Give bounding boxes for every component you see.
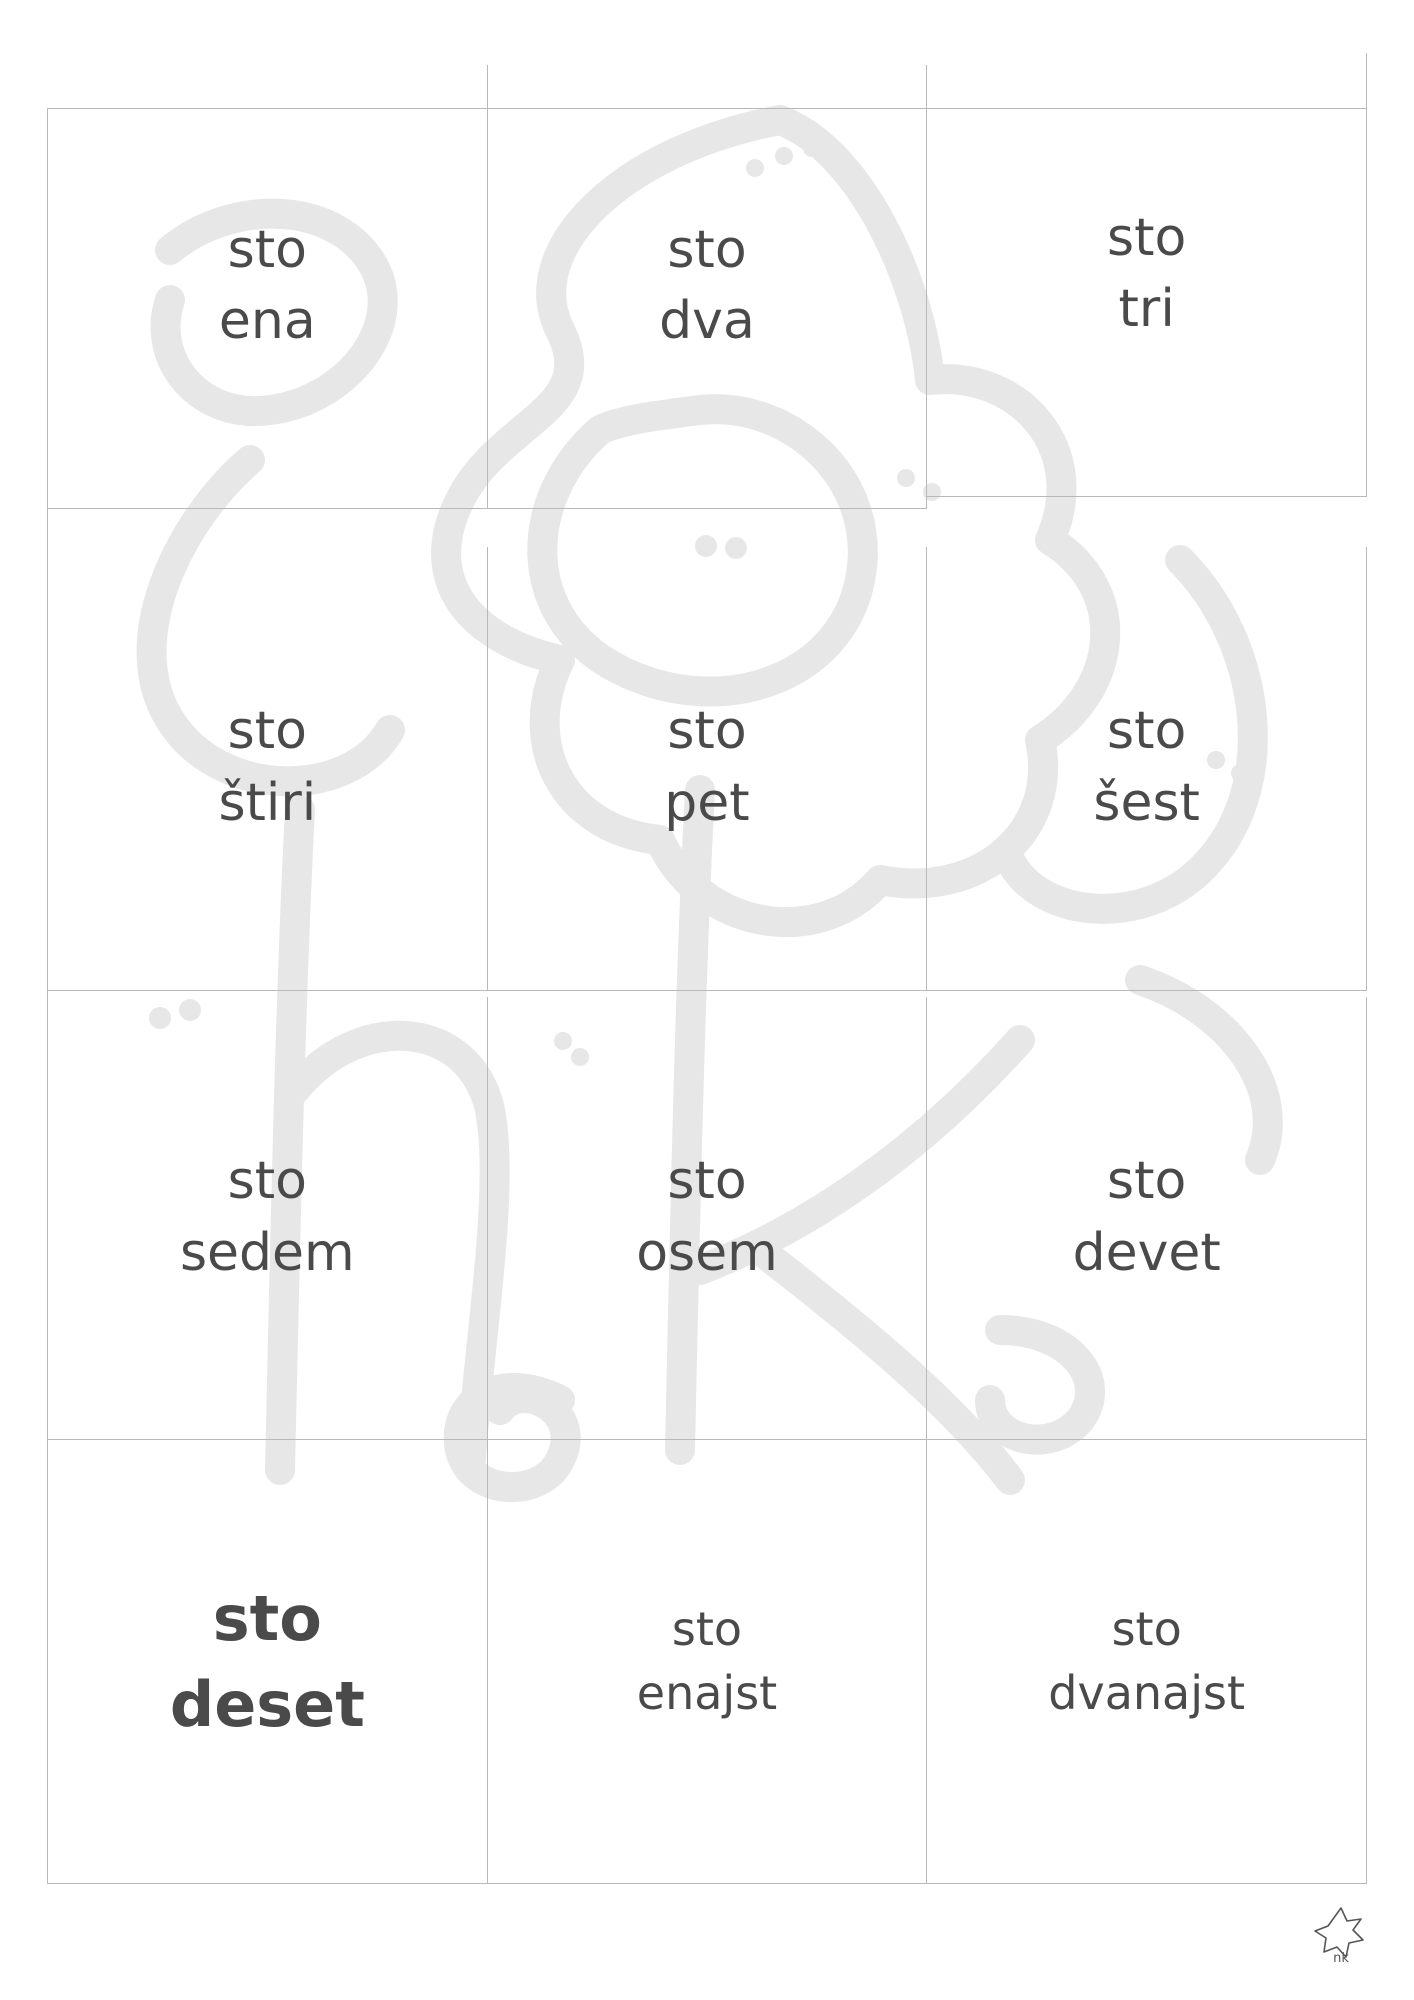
card-cell[interactable] [488, 65, 928, 509]
card-line-2: devet [1072, 1222, 1221, 1283]
logo-caption: nk [1333, 1951, 1349, 1966]
card-line-2: osem [636, 1222, 778, 1283]
card-cell[interactable] [927, 53, 1367, 497]
card-cell[interactable] [927, 997, 1367, 1441]
card-line-1: sto [667, 701, 747, 762]
card-line-2: sedem [179, 1222, 355, 1283]
cards-grid [47, 108, 1367, 1884]
card-cell[interactable] [48, 1440, 488, 1884]
card-line-2: pet [664, 773, 750, 834]
card-line-1: sto [671, 1602, 743, 1657]
card-line-1: sto [1107, 1151, 1187, 1212]
card-line-1: sto [227, 1151, 307, 1212]
card-line-2: dvanajst [1048, 1665, 1246, 1720]
card-line-2: deset [169, 1667, 365, 1741]
card-line-1: sto [227, 219, 307, 280]
card-line-1: sto [667, 1151, 747, 1212]
card-cell[interactable] [488, 997, 928, 1441]
card-line-2: enajst [636, 1665, 778, 1720]
card-cell[interactable] [488, 547, 928, 991]
card-line-1: sto [212, 1582, 322, 1656]
card-line-2: ena [218, 291, 316, 352]
card-line-2: tri [1118, 279, 1175, 340]
card-cell[interactable] [488, 1440, 928, 1884]
card-line-2: štiri [218, 773, 317, 834]
card-line-1: sto [1107, 701, 1187, 762]
card-line-1: sto [1111, 1602, 1182, 1657]
card-cell[interactable] [927, 1440, 1367, 1884]
card-line-1: sto [1107, 207, 1187, 268]
card-line-2: dva [659, 291, 755, 352]
star-flower-logo [1310, 1904, 1372, 1966]
card-line-2: šest [1093, 773, 1200, 834]
card-line-1: sto [227, 701, 307, 762]
card-cell[interactable] [927, 547, 1367, 991]
card-line-1: sto [667, 219, 747, 280]
card-cell[interactable] [48, 997, 488, 1441]
card-cell[interactable] [48, 547, 488, 991]
card-cell[interactable] [48, 65, 488, 509]
